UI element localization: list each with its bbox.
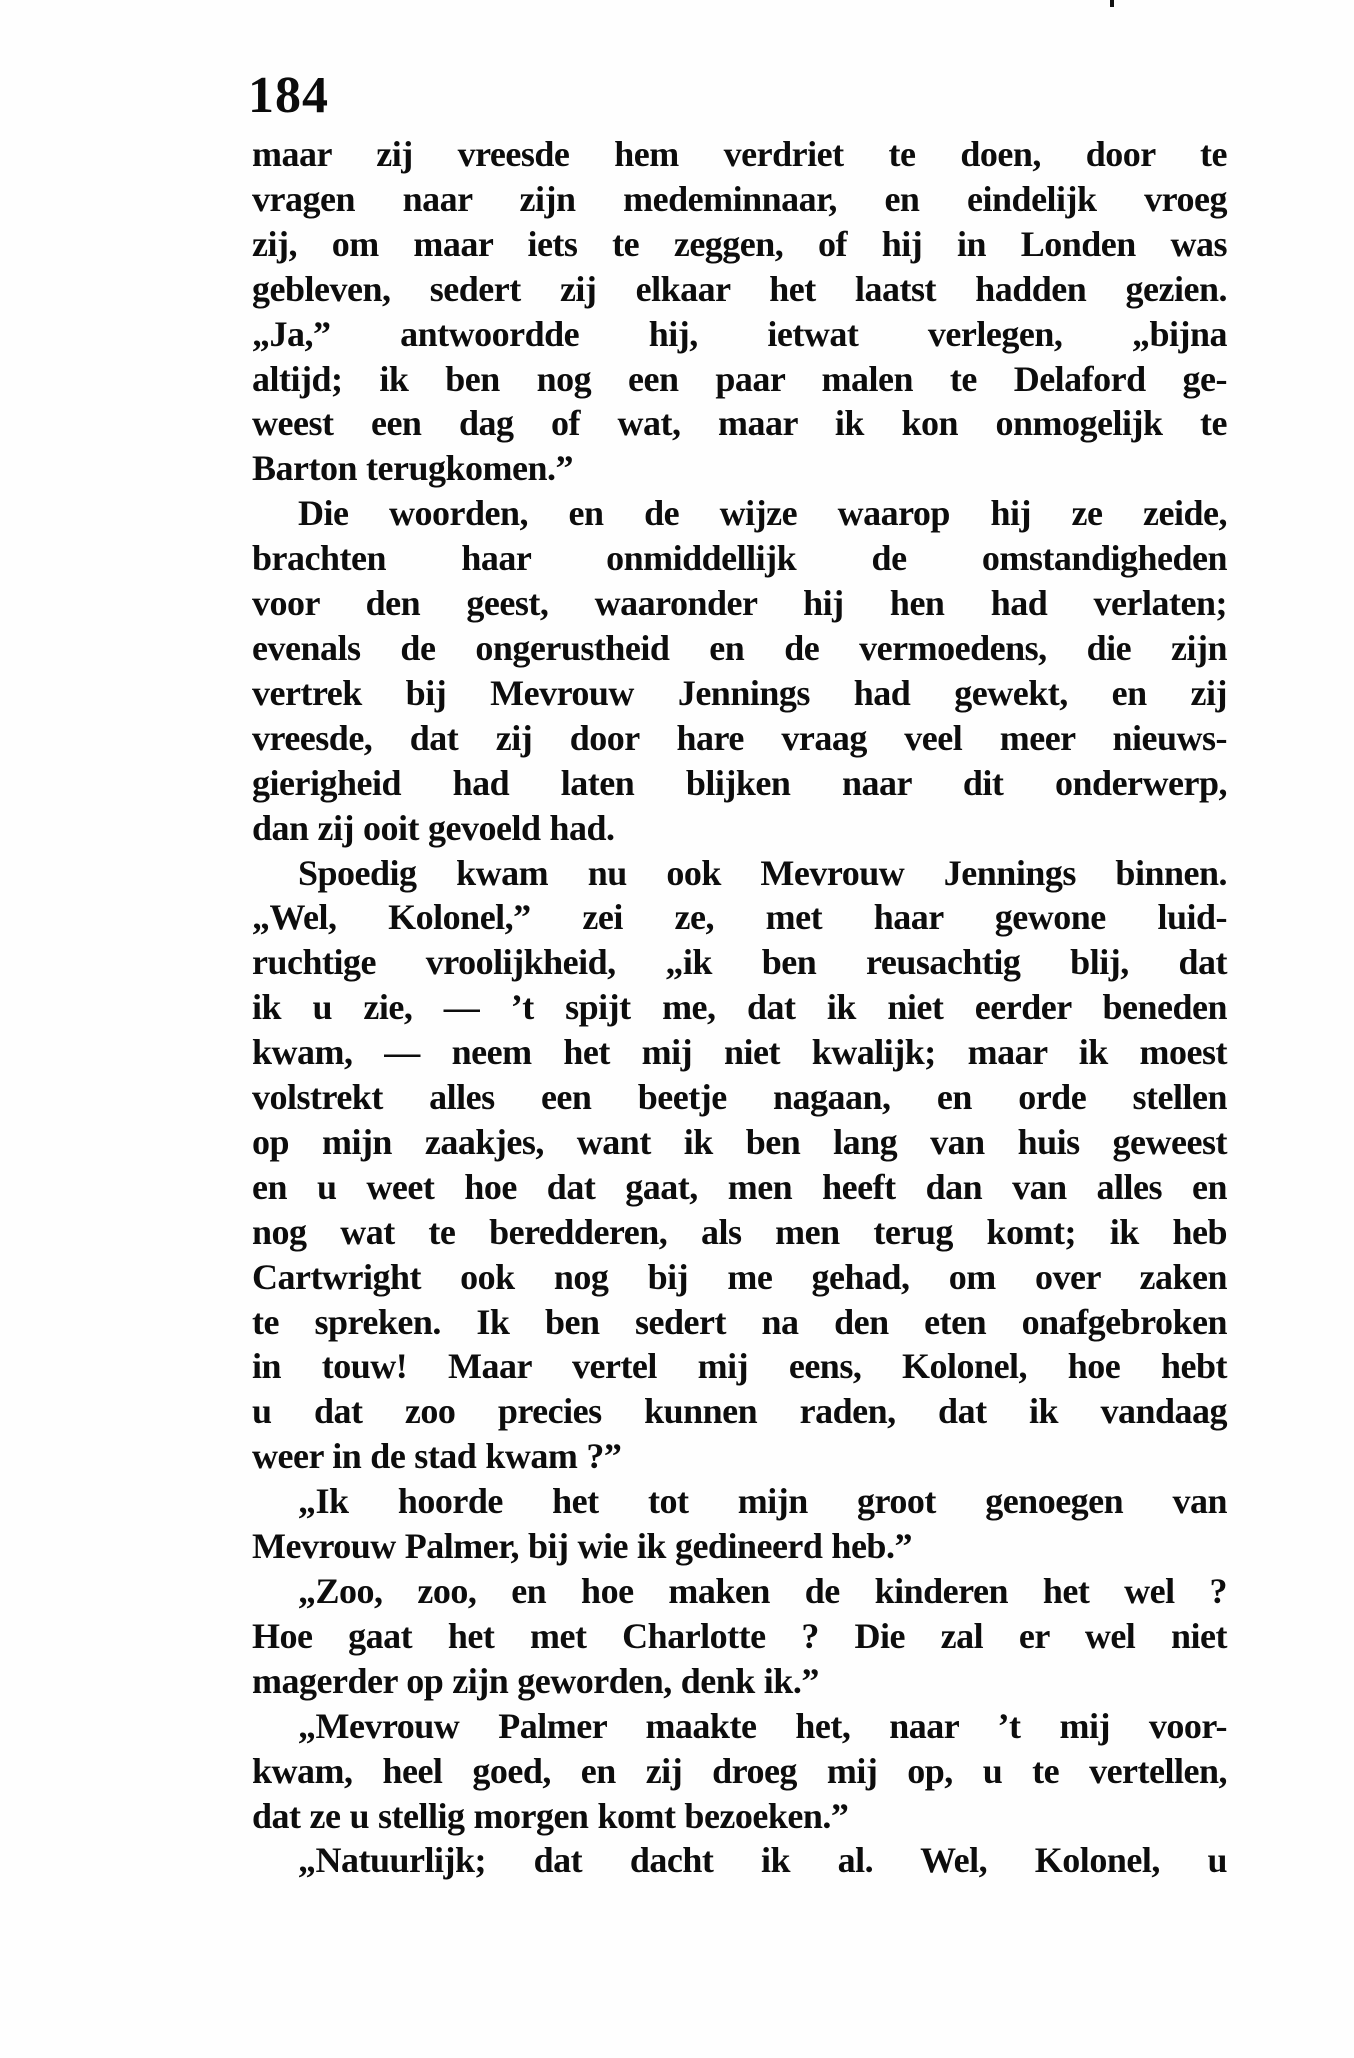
text-line: voor den geest, waaronder hij hen had verlaten; — [252, 583, 1227, 624]
text-line: zij, om maar iets te zeggen, of hij in Londen was — [252, 223, 1227, 264]
paragraph — [252, 1704, 1227, 1839]
text-line: Hoe gaat het met Charlotte ? Die zal er wel niet — [252, 1615, 1227, 1656]
text-line: in touw! Maar vertel mij eens, Kolonel, hoe hebt — [252, 1346, 1227, 1387]
text-line: Spoedig kwam nu ook Mevrouw Jennings binnen. — [298, 852, 1227, 893]
text-line: dan zij ooit gevoeld had. — [252, 807, 615, 848]
paragraph — [252, 1838, 1227, 1883]
paragraph — [252, 312, 1227, 492]
scan-artifact-mark — [1110, 0, 1114, 7]
text-line: vertrek bij Mevrouw Jennings had gewekt, en zij — [252, 672, 1227, 713]
page-number: 184 — [248, 67, 329, 124]
text-line: maar zij vreesde hem verdriet te doen, door te — [252, 134, 1227, 174]
text-line: evenals de ongerustheid en de vermoedens, die zijn — [252, 627, 1227, 668]
text-line: Die woorden, en de wijze waarop hij ze zeide, — [298, 493, 1227, 534]
text-line: altijd; ik ben nog een paar malen te Delaford ge- — [252, 358, 1227, 399]
text-line: en u weet hoe dat gaat, men heeft dan van alles en — [252, 1166, 1227, 1207]
text-line: Mevrouw Palmer, bij wie ik gedineerd heb.” — [252, 1526, 912, 1567]
text-line: kwam, heel goed, en zij droeg mij op, u te vertellen, — [252, 1750, 1227, 1791]
text-line: vragen naar zijn medeminnaar, en eindelijk vroeg — [252, 178, 1227, 219]
paragraph — [252, 895, 1227, 1479]
paragraph — [252, 1569, 1227, 1704]
text-line: weer in de stad kwam ?” — [252, 1436, 622, 1477]
text-line: ruchtige vroolijkheid, „ik ben reusachtig blij, dat — [252, 942, 1227, 983]
paragraph — [252, 491, 1227, 850]
text-line: „Zoo, zoo, en hoe maken de kinderen het wel ? — [298, 1571, 1227, 1611]
paragraph — [252, 851, 1227, 896]
paragraph — [252, 132, 1227, 312]
text-line: ik u zie, — ’t spijt me, dat ik niet eerder beneden — [252, 987, 1227, 1028]
text-line: vreesde, dat zij door hare vraag veel meer nieuws- — [252, 717, 1227, 758]
text-line: kwam, — neem het mij niet kwalijk; maar ik moest — [252, 1032, 1227, 1073]
text-line: „Mevrouw Palmer maakte het, naar ’t mij voor- — [298, 1705, 1227, 1746]
text-line: Barton terugkomen.” — [252, 448, 573, 489]
text-line: gierigheid had laten blijken naar dit onderwerp, — [252, 762, 1227, 803]
text-line: volstrekt alles een beetje nagaan, en orde stellen — [252, 1077, 1227, 1118]
text-line: nog wat te beredderen, als men terug komt; ik heb — [252, 1211, 1227, 1252]
text-line: weest een dag of wat, maar ik kon onmogelijk te — [252, 403, 1227, 444]
text-line: u dat zoo precies kunnen raden, dat ik vandaag — [252, 1391, 1227, 1432]
text-line: te spreken. Ik ben sedert na den eten onafgebroken — [252, 1301, 1227, 1342]
text-line: „Ik hoorde het tot mijn groot genoegen van — [298, 1481, 1227, 1522]
text-line: „Ja,” antwoordde hij, ietwat verlegen, „bijna — [252, 313, 1227, 354]
text-line: gebleven, sedert zij elkaar het laatst hadden gezien. — [252, 268, 1227, 309]
text-line: brachten haar onmiddellijk de omstandigheden — [252, 538, 1227, 579]
text-block — [252, 132, 1227, 1883]
text-line: Cartwright ook nog bij me gehad, om over zaken — [252, 1256, 1227, 1297]
text-line: „Wel, Kolonel,” zei ze, met haar gewone luid- — [252, 897, 1227, 938]
text-line: magerder op zijn geworden, denk ik.” — [252, 1660, 819, 1701]
text-line: dat ze u stellig morgen komt bezoeken.” — [252, 1795, 849, 1836]
text-line: op mijn zaakjes, want ik ben lang van huis geweest — [252, 1121, 1227, 1162]
paragraph — [252, 1479, 1227, 1569]
text-line: „Natuurlijk; dat dacht ik al. Wel, Kolonel, u — [298, 1840, 1227, 1881]
